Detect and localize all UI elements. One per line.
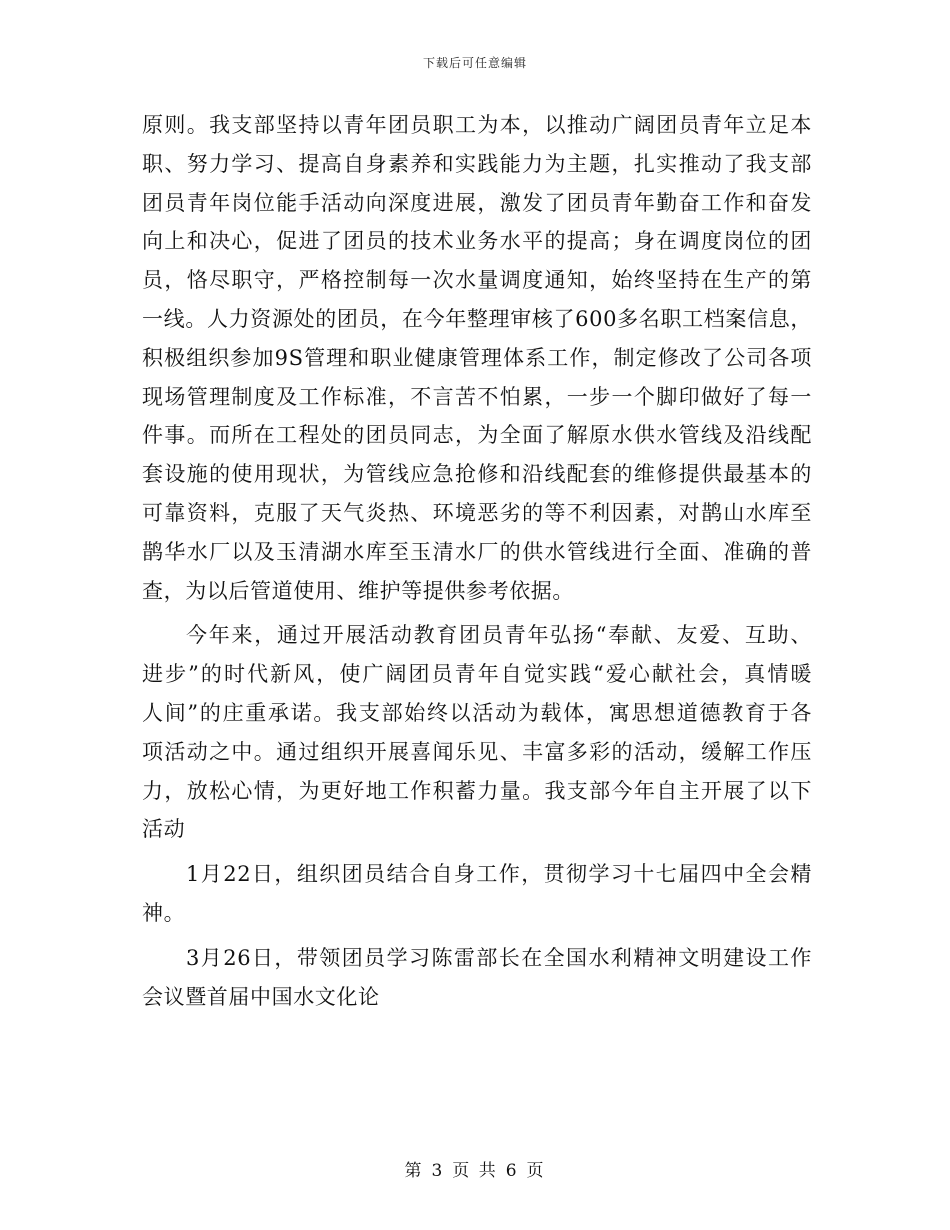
footer-suffix: 页 [526,1161,546,1181]
text-line: 套设施的使用现状，为管线应急抢修和沿线配套的维修提供最基本的 [142,462,812,487]
header-note: 下载后可任意编辑 [422,56,527,70]
text-line: 人间”的庄重承诺。我支部始终以活动为载体，寓思想道德教育于各 [142,700,812,725]
text-line: 神。 [142,900,186,925]
paragraph-continuation [142,106,812,610]
text-line: 查，为以后管道使用、维护等提供参考依据。 [142,578,574,603]
text-line: 1月22日，组织团员结合自身工作，贯彻学习十七届四中全会精 [186,862,812,887]
text-line: 活动 [142,817,186,842]
text-line: 现场管理制度及工作标准，不言苦不怕累，一步一个脚印做好了每一 [142,384,812,409]
text-line: 职、努力学习、提高自身素养和实践能力为主题，扎实推动了我支部 [142,151,812,176]
text-line: 力，放松心情，为更好地工作积蓄力量。我支部今年自主开展了以下 [142,778,812,803]
footer-middle: 页 共 [452,1161,498,1181]
document-body [142,106,812,1016]
text-line: 项活动之中。通过组织开展喜闻乐见、丰富多彩的活动，缓解工作压 [142,739,812,764]
page-footer [0,1156,950,1181]
text-line: 会议暨首届中国水文化论 [142,984,380,1009]
text-line: 3月26日，带领团员学习陈雷部长在全国水利精神文明建设工作 [186,945,812,970]
paragraph-activities-intro [142,616,812,849]
text-line: 件事。而所在工程处的团员同志，为全面了解原水供水管线及沿线配 [142,423,812,448]
footer-prefix: 第 [404,1161,424,1181]
paragraph-jan-22 [142,855,812,933]
text-line: 原则。我支部坚持以青年团员职工为本，以推动广阔团员青年立足本 [142,113,812,137]
text-line: 鹊华水厂以及玉清湖水库至玉清水厂的供水管线进行全面、准确的普 [142,539,812,564]
text-line: 团员青年岗位能手活动向深度进展，激发了团员青年勤奋工作和奋发 [142,190,812,215]
text-line: 进步”的时代新风，使广阔团员青年自觉实践“爱心献社会，真情暖 [142,662,812,687]
paragraph-mar-26 [142,939,812,1017]
footer-current-page: 3 [431,1161,445,1181]
text-line: 今年来，通过开展活动教育团员青年弘扬“奉献、友爱、互助、 [186,623,812,648]
text-line: 员，恪尽职守，严格控制每一次水量调度通知，始终坚持在生产的第 [142,268,812,293]
text-line: 向上和决心，促进了团员的技术业务水平的提高；身在调度岗位的团 [142,229,812,254]
footer-total-pages: 6 [505,1161,519,1181]
text-line: 积极组织参加9S管理和职业健康管理体系工作，制定修改了公司各项 [142,345,812,370]
text-line: 一线。人力资源处的团员，在今年整理审核了600多名职工档案信息， [142,306,812,331]
text-line: 可靠资料，克服了天气炎热、环境恶劣的等不利因素，对鹊山水库至 [142,500,812,525]
